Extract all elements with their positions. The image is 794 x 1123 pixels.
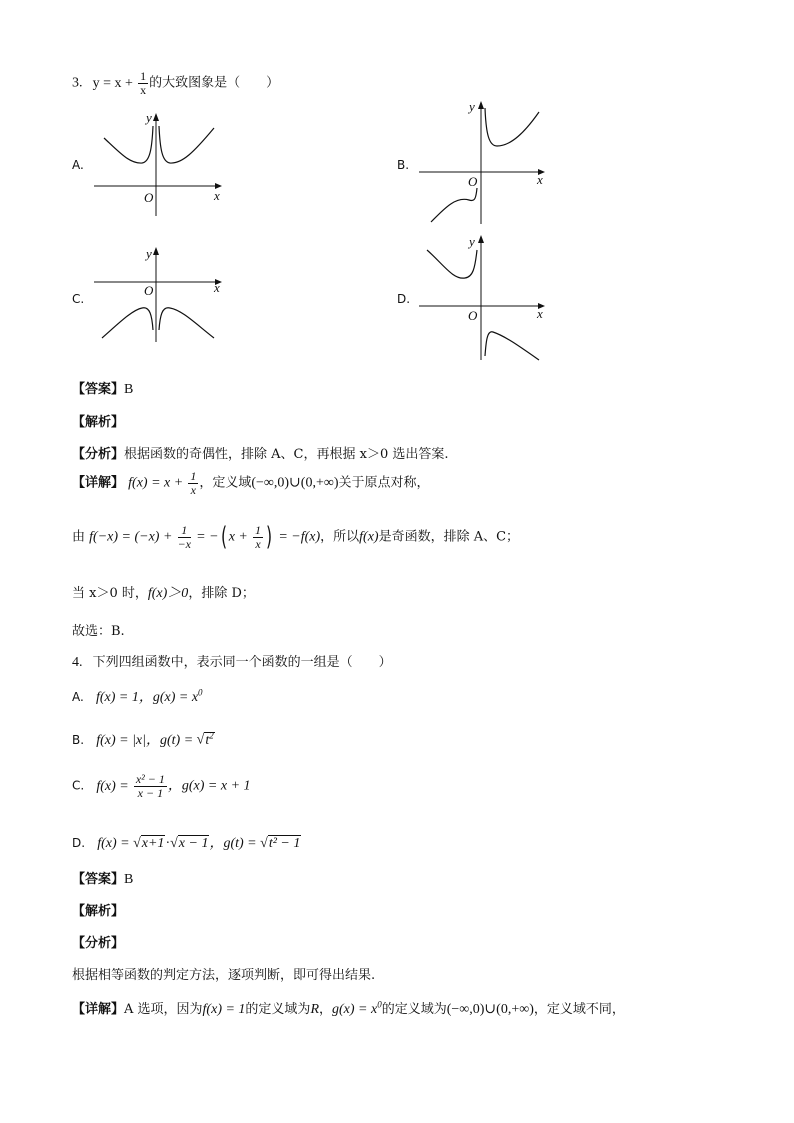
q4-number: 4. (72, 655, 83, 670)
q3-graph-d (415, 232, 555, 364)
q4-detail-line1: 【详解】A 选项，因为f(x) = 1的定义域为R，$g(x) = x^0$的定义域为(−∞,0)∪(0,+∞)，定义域不同， (72, 999, 625, 1017)
q3-graph-c (90, 244, 230, 344)
q3-analysis-text: 根据函数的奇偶性，排除 A、C，再根据 x＞0 选出答案. (124, 447, 449, 462)
q3-detail-line3: 当 x＞0 时，f(x)＞0，排除 D； (72, 586, 255, 601)
q4-option-b: B. f(x) = |x|，$g(t) = √t^2$ (72, 730, 214, 748)
q3-answer-value: B (124, 382, 134, 397)
q3-jiexi-heading: 【解析】 (72, 415, 125, 430)
q3-graph-c-y-label: y (146, 246, 152, 261)
q3-detail-line1: 【详解】 f(x) = x + $\frac{1}{x}$ ，定义域(−∞,0)∪(0,+∞)关于原点对称， (72, 469, 430, 497)
q3-graph-d-x-label: x (537, 306, 543, 321)
q3-graph-a-x-label: x (214, 188, 220, 203)
q4-jiexi-heading: 【解析】 (72, 904, 125, 919)
q3-fraction: $\frac{1}{x}$ (140, 69, 147, 97)
q3-graph-d-y-label: y (469, 234, 475, 249)
q4-stem (72, 651, 392, 671)
q3-graph-c-origin: O (144, 283, 154, 298)
q3-graph-a-y-label: y (146, 110, 152, 125)
q3-option-c-label: C. (72, 292, 85, 306)
q3-question-text: 的大致图象是（ ） (149, 75, 280, 91)
q3-number: 3. (72, 75, 83, 91)
q3-stem (72, 70, 279, 96)
q3-option-a-label: A. (72, 158, 84, 172)
q4-question-text: 下列四组函数中，表示同一个函数的一组是（ ） (92, 655, 392, 670)
q4-option-a: A. f(x) = 1，$g(x) = x^0$ (72, 687, 203, 705)
q3-option-b-label: B. (397, 158, 410, 172)
q3-analysis: 【分析】根据函数的奇偶性，排除 A、C，再根据 x＞0 选出答案. (72, 447, 449, 462)
q4-option-c: C. f(x) = $\frac{\text{x² − 1}}{x - 1}$ ，g(x) = x + 1 (72, 772, 251, 800)
q3-graph-a-origin: O (144, 190, 154, 205)
q3-option-d-label: D. (397, 292, 411, 306)
q4-analysis-text: 根据相等函数的判定方法，逐项判断，即可得出结果. (72, 968, 376, 983)
q4-option-d: D. f(x) = √x+1·√x − 1，g(t) = √t² − 1 (72, 836, 301, 851)
q3-graph-b-x-label: x (537, 172, 543, 187)
q3-graph-b-y-label: y (469, 99, 475, 114)
q3-graph-a (90, 108, 230, 220)
q3-answer: 【答案】B (72, 382, 134, 397)
q4-analysis-heading: 【分析】 (72, 936, 125, 951)
q4-answer-value: B (124, 872, 134, 887)
q3-detail-line2: 由 f(−x) = (−x) + $\frac{1}{-x}$ = −( x + $\frac{1}{x}$ ) = −f(x)，所以f(x)是奇函数，排除 A、C； (72, 522, 520, 552)
q3-function-lhs: y = x + (92, 75, 133, 91)
q3-graph-d-origin: O (468, 308, 478, 323)
q4-answer: 【答案】B (72, 872, 134, 887)
q3-graph-b (415, 98, 555, 228)
q3-graph-c-x-label: x (214, 280, 220, 295)
q3-graph-b-origin: O (468, 174, 478, 189)
q3-conclusion: 故选：B. (72, 624, 125, 639)
